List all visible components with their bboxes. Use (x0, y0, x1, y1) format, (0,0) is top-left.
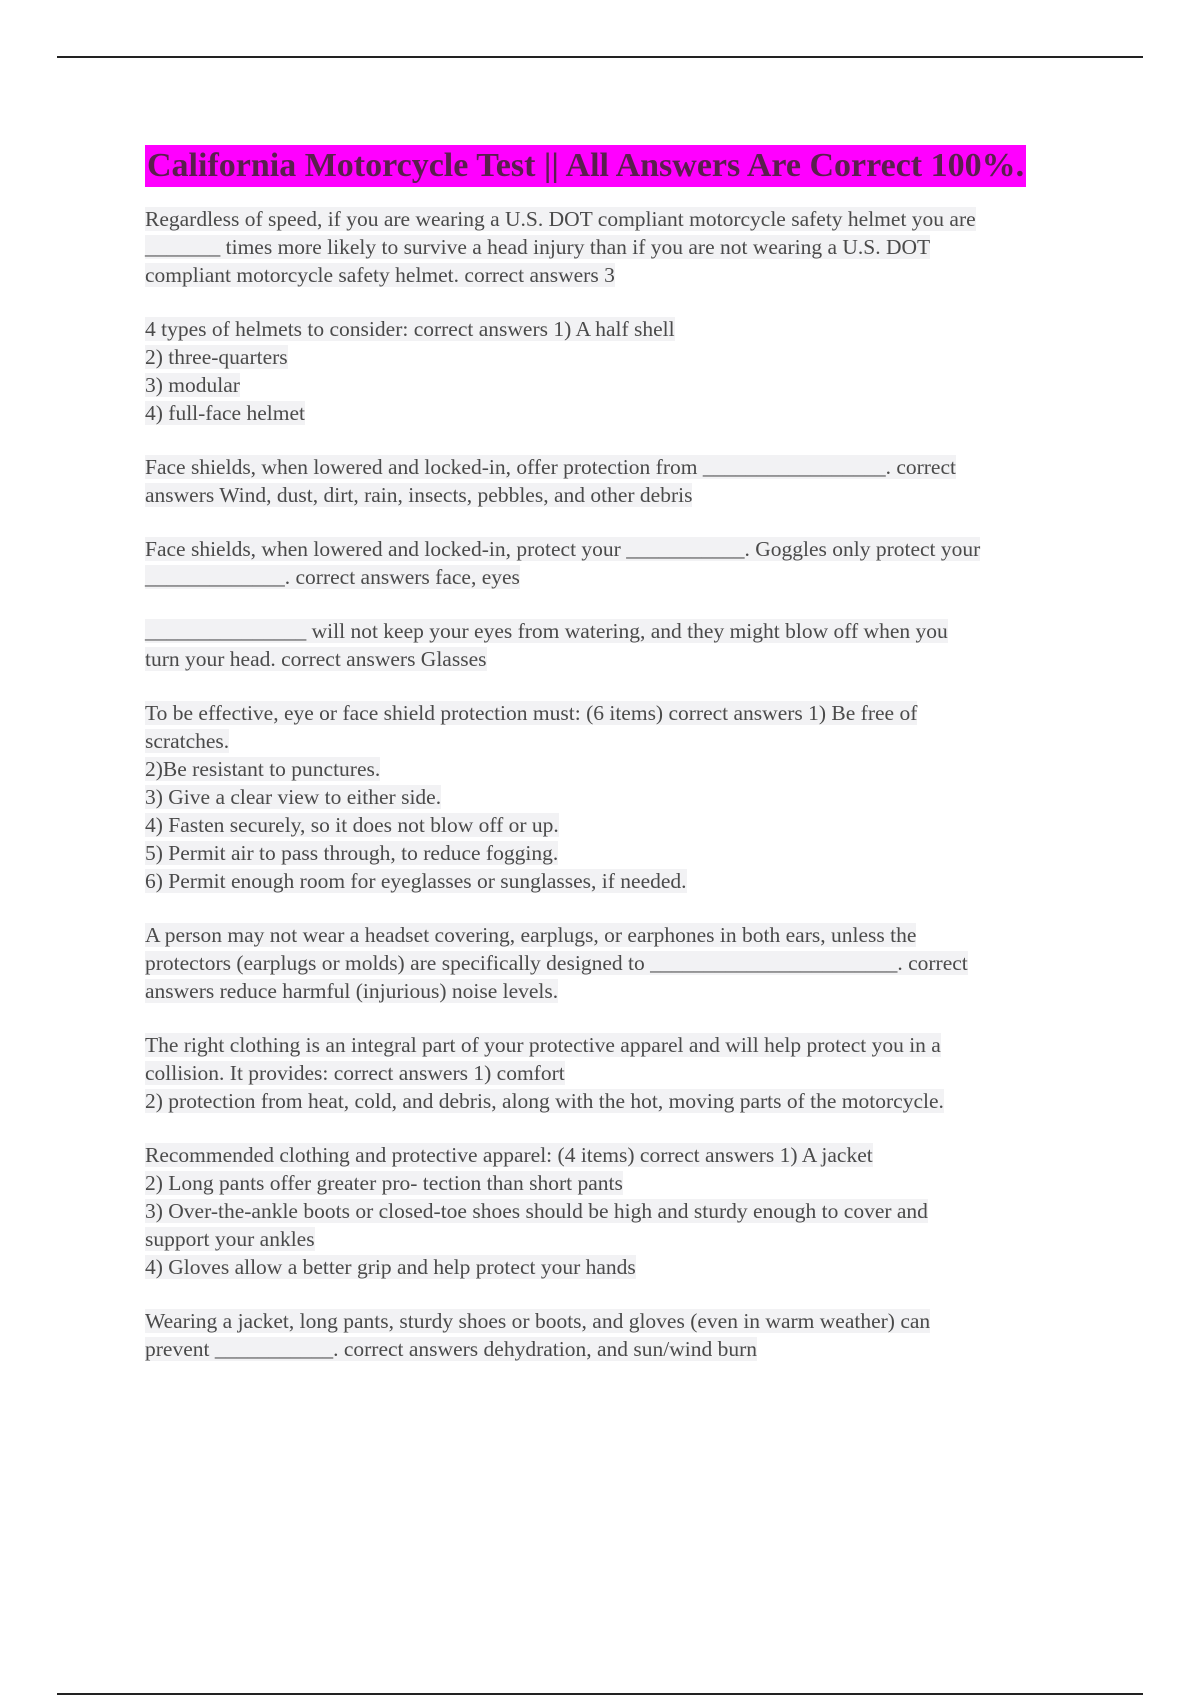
qa-line (145, 1059, 1085, 1087)
document-body (145, 145, 1085, 1389)
qa-line-text: _____________. correct answers face, eyes (145, 565, 520, 589)
qa-line (145, 977, 1085, 1005)
qa-line (145, 783, 1085, 811)
qa-line (145, 453, 1085, 481)
qa-line (145, 1169, 1085, 1197)
qa-line-text: Regardless of speed, if you are wearing a U.S. DOT compliant motorcycle safety helmet you are (145, 207, 976, 231)
qa-line (145, 699, 1085, 727)
qa-line (145, 755, 1085, 783)
qa-line (145, 343, 1085, 371)
qa-line-text: scratches. (145, 729, 230, 753)
qa-item (145, 535, 1085, 591)
qa-line (145, 839, 1085, 867)
qa-line (145, 205, 1085, 233)
qa-line (145, 1335, 1085, 1363)
qa-line (145, 645, 1085, 673)
qa-item (145, 1141, 1085, 1281)
qa-line (145, 399, 1085, 427)
qa-line-text: 5) Permit air to pass through, to reduce fogging. (145, 841, 559, 865)
qa-line (145, 1031, 1085, 1059)
qa-line-text: answers reduce harmful (injurious) noise levels. (145, 979, 559, 1003)
qa-line-text: To be effective, eye or face shield protection must: (6 items) correct answers 1) Be free of (145, 701, 918, 725)
qa-item (145, 1307, 1085, 1363)
qa-item (145, 617, 1085, 673)
qa-line-text: _______________ will not keep your eyes from watering, and they might blow off when you (145, 619, 948, 643)
document-title: California Motorcycle Test || All Answers Are Correct 100%. (145, 145, 1026, 187)
qa-line-text: 2) three-quarters (145, 345, 288, 369)
qa-line (145, 867, 1085, 895)
qa-line-text: A person may not wear a headset covering, earplugs, or earphones in both ears, unless the (145, 923, 917, 947)
qa-line (145, 371, 1085, 399)
qa-line-text: 6) Permit enough room for eyeglasses or sunglasses, if needed. (145, 869, 687, 893)
qa-line (145, 563, 1085, 591)
qa-line-text: collision. It provides: correct answers 1) comfort (145, 1061, 565, 1085)
qa-item (145, 1031, 1085, 1115)
qa-line-text: turn your head. correct answers Glasses (145, 647, 487, 671)
qa-line (145, 921, 1085, 949)
qa-line (145, 1253, 1085, 1281)
qa-line-text: Recommended clothing and protective apparel: (4 items) correct answers 1) A jacket (145, 1143, 873, 1167)
qa-item (145, 453, 1085, 509)
qa-line-text: 3) Over-the-ankle boots or closed-toe shoes should be high and sturdy enough to cover and (145, 1199, 928, 1223)
qa-line-text: answers Wind, dust, dirt, rain, insects, pebbles, and other debris (145, 483, 693, 507)
qa-line-text: The right clothing is an integral part of your protective apparel and will help protect you in a (145, 1033, 941, 1057)
qa-line (145, 261, 1085, 289)
qa-line-text: 3) Give a clear view to either side. (145, 785, 442, 809)
qa-line-text: Wearing a jacket, long pants, sturdy shoes or boots, and gloves (even in warm weather) can (145, 1309, 931, 1333)
qa-line (145, 481, 1085, 509)
qa-line-text: 3) modular (145, 373, 240, 397)
page-top-rule (57, 56, 1143, 58)
qa-line (145, 1087, 1085, 1115)
qa-line (145, 949, 1085, 977)
qa-line-text: 2) Long pants offer greater pro- tection than short pants (145, 1171, 623, 1195)
qa-line-text: Face shields, when lowered and locked-in, offer protection from _________________. correct (145, 455, 956, 479)
qa-line-text: 4) Fasten securely, so it does not blow off or up. (145, 813, 559, 837)
qa-line (145, 315, 1085, 343)
qa-item (145, 699, 1085, 895)
qa-line (145, 535, 1085, 563)
qa-line (145, 811, 1085, 839)
page-bottom-rule (57, 1693, 1143, 1695)
qa-line (145, 617, 1085, 645)
qa-line (145, 1197, 1085, 1225)
qa-line-text: protectors (earplugs or molds) are specifically designed to _______________________. correct (145, 951, 968, 975)
qa-line-text: 2)Be resistant to punctures. (145, 757, 381, 781)
qa-line (145, 1307, 1085, 1335)
qa-item (145, 921, 1085, 1005)
qa-line (145, 233, 1085, 261)
qa-line-text: 4) Gloves allow a better grip and help protect your hands (145, 1255, 636, 1279)
qa-line-text: _______ times more likely to survive a head injury than if you are not wearing a U.S. DOT (145, 235, 931, 259)
qa-list (145, 205, 1085, 1363)
qa-line-text: 4) full-face helmet (145, 401, 305, 425)
qa-line-text: prevent ___________. correct answers dehydration, and sun/wind burn (145, 1337, 758, 1361)
qa-line (145, 1141, 1085, 1169)
qa-line (145, 727, 1085, 755)
qa-line-text: compliant motorcycle safety helmet. correct answers 3 (145, 263, 615, 287)
qa-line-text: support your ankles (145, 1227, 315, 1251)
qa-line-text: 2) protection from heat, cold, and debris, along with the hot, moving parts of the motorcycle. (145, 1089, 944, 1113)
qa-line-text: Face shields, when lowered and locked-in, protect your ___________. Goggles only protect your (145, 537, 981, 561)
qa-item (145, 315, 1085, 427)
qa-item (145, 205, 1085, 289)
qa-line-text: 4 types of helmets to consider: correct answers 1) A half shell (145, 317, 675, 341)
qa-line (145, 1225, 1085, 1253)
